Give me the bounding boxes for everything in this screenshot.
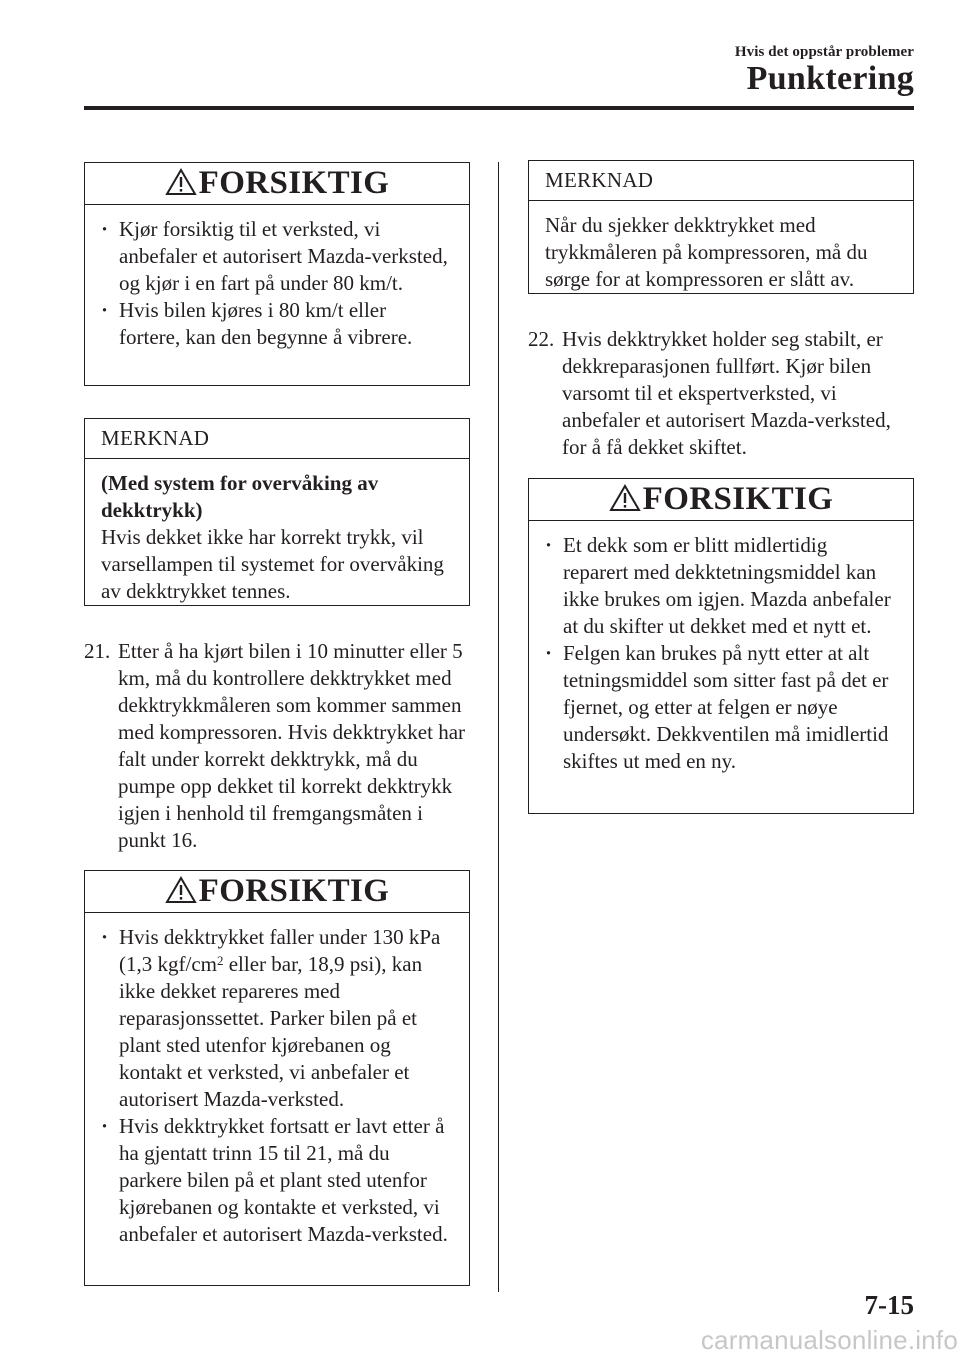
caution-box-1	[84, 162, 470, 386]
caution-heading	[529, 479, 913, 521]
step-22	[528, 326, 918, 461]
caution-heading	[85, 871, 469, 913]
caution-bullet: · Kjør forsiktig til et verksted, vi anbefaler et autorisert Mazda-verksted, og kjør i en fart på under 80 km/t.	[101, 216, 451, 297]
warning-triangle-icon	[165, 876, 197, 904]
warning-triangle-icon	[165, 168, 197, 196]
note-text: Når du sjekker dekktrykket med trykkmåleren på kompressoren, må du sørge for at kompressoren er slått av.	[545, 213, 868, 291]
caution-bullet: · Et dekk som er blitt midlertidig reparert med dekktetningsmiddel kan ikke brukes om igjen. Mazda anbefaler at du skifter ut dekket med et nytt et.	[545, 532, 895, 640]
step-number: 21.	[84, 639, 111, 663]
page-title: Punktering	[746, 60, 914, 97]
caution-bullet: · Felgen kan brukes på nytt etter at alt tetningsmiddel som sitter fast på det er fjernet, og etter at felgen er nøye undersøkt. Dekkventilen må imidlertid skiftes ut med en ny.	[545, 640, 895, 775]
section-title: Hvis det oppstår problemer	[734, 44, 914, 60]
caution-heading-text: FORSIKTIG	[642, 481, 834, 517]
caution-bullet: · Hvis bilen kjøres i 80 km/t eller fortere, kan den begynne å vibrere.	[101, 297, 451, 351]
note-box-1	[84, 418, 470, 606]
column-divider	[498, 162, 499, 1292]
caution-box-3	[528, 478, 914, 814]
note-text: Hvis dekket ikke har korrekt trykk, vil varsellampen til systemet for overvåking av dekktrykket tennes.	[101, 525, 444, 603]
warning-triangle-icon	[609, 484, 641, 512]
page-number: 7-15	[864, 1290, 914, 1320]
step-21	[84, 638, 470, 854]
note-heading: MERKNAD	[529, 161, 913, 201]
caution-box-2	[84, 870, 470, 1286]
caution-heading-text: FORSIKTIG	[198, 165, 390, 201]
header-rule	[84, 106, 914, 110]
watermark: carmanualsonline.info	[700, 1325, 958, 1355]
note-subheading: (Med system for overvåking av dekktrykk)	[101, 471, 379, 522]
caution-heading-text: FORSIKTIG	[198, 873, 390, 909]
step-text: Etter å ha kjørt bilen i 10 minutter eller 5 km, må du kontrollere dekktrykket med dekktrykkmåleren som kommer sammen med kompressoren. Hvis dekktrykket har falt under korrekt dekktrykk, må du pumpe opp dekket til korrekt dekktrykk igjen i henhold til fremgangsmåten i punkt 16.	[118, 639, 466, 852]
step-text: Hvis dekktrykket holder seg stabilt, er dekkreparasjonen fullført. Kjør bilen varsomt til et ekspertverksted, vi anbefaler et autorisert Mazda-verksted, for å få dekket skiftet.	[562, 327, 891, 459]
caution-bullet: · Hvis dekktrykket fortsatt er lavt etter å ha gjentatt trinn 15 til 21, må du parkere bilen på et plant sted utenfor kjørebanen og kontakte et verksted, vi anbefaler et autorisert Mazda-verksted.	[101, 1113, 451, 1248]
caution-bullet: · Hvis dekktrykket faller under 130 kPa (1,3 kgf/$cm^2$ eller bar, 18,9 psi), kan ikke dekket repareres med reparasjonssettet. Parker bilen på et plant sted utenfor kjørebanen og kontakt et verksted, vi anbefaler et autorisert Mazda-verksted.	[101, 924, 451, 1113]
step-number: 22.	[528, 327, 555, 351]
note-heading: MERKNAD	[85, 419, 469, 459]
caution-heading	[85, 163, 469, 205]
note-box-2	[528, 160, 914, 294]
